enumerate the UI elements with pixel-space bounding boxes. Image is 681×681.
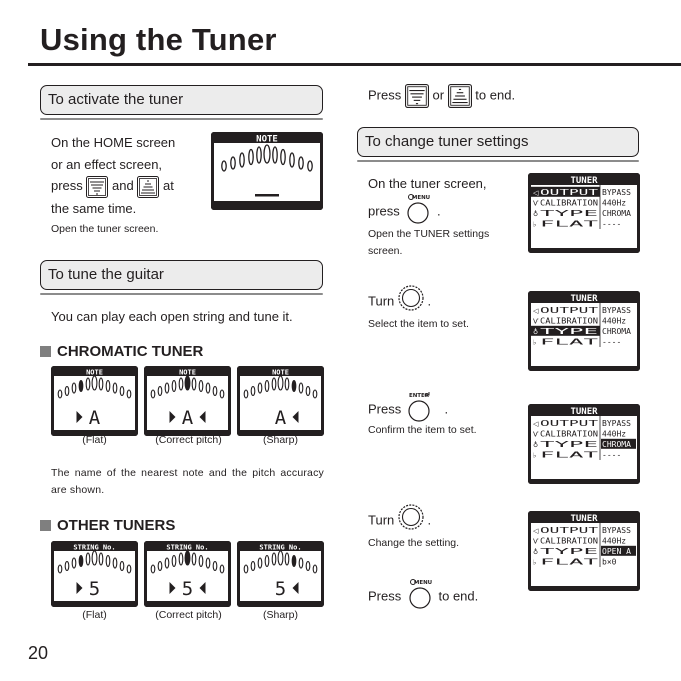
setting-item-value: CHROMA <box>602 209 631 218</box>
or-word: or <box>432 87 445 103</box>
lcd-note: A <box>181 407 194 429</box>
section-shadow <box>357 160 639 162</box>
screen-title: TUNER <box>570 514 598 524</box>
section-activate-header <box>40 85 323 115</box>
tuner-settings-screen <box>528 291 640 371</box>
step5-line <box>368 577 478 609</box>
tuner-lcd-correct <box>144 541 231 607</box>
setting-item-label: TYPE <box>540 327 599 336</box>
row-icon: ♁ <box>533 441 539 449</box>
chromatic-heading-text: CHROMATIC TUNER <box>57 343 204 360</box>
setting-item-value: BYPASS <box>602 526 631 535</box>
row-icon: ♭ <box>533 220 537 229</box>
row-icon: Ѵ <box>533 199 539 208</box>
period: . <box>437 203 441 219</box>
row-icon: ◁ <box>533 307 539 315</box>
activate-note: Open the tuner screen. <box>51 223 159 235</box>
row-icon: Ѵ <box>533 317 539 326</box>
heading-square <box>40 346 51 357</box>
caption-correct: (Correct pitch) <box>155 434 222 446</box>
other-lcd-row <box>51 541 324 607</box>
setting-item-value: 440Hz <box>602 429 627 439</box>
press-word: Press <box>368 87 402 103</box>
press-word: press <box>51 178 83 193</box>
setting-item-label: CALIBRATION <box>540 316 599 326</box>
lcd-note: A <box>274 407 287 429</box>
to-end-text: to end. <box>438 588 479 604</box>
tuner-lcd-flat <box>51 541 138 607</box>
row-icon: ◁ <box>533 189 539 197</box>
activate-line3 <box>51 175 174 198</box>
setting-item-label: OUTPUT <box>540 419 599 428</box>
row-icon: ♁ <box>533 210 539 218</box>
setting-item-label: OUTPUT <box>540 526 599 535</box>
row-icon: Ѵ <box>533 537 539 546</box>
setting-item-label: FLAT <box>540 337 599 347</box>
setting-item-label: FLAT <box>540 557 599 567</box>
lcd-header: STRING No. <box>73 543 116 552</box>
setting-item-value: 440Hz <box>602 536 627 546</box>
press-word: Press <box>368 588 402 604</box>
other-heading-text: OTHER TUNERS <box>57 517 176 534</box>
step1-line2 <box>368 192 441 222</box>
period: . <box>444 401 449 417</box>
up-arrow-button-icon <box>137 176 159 198</box>
down-arrow-button-icon <box>86 176 108 198</box>
tuner-lcd-sharp <box>237 541 324 607</box>
setting-item-value: CHROMA <box>602 327 631 336</box>
row-icon: ♭ <box>533 558 537 567</box>
caption-sharp: (Sharp) <box>262 434 298 446</box>
period: . <box>427 293 432 309</box>
tuner-lcd-correct <box>144 366 231 436</box>
setting-item-label: TYPE <box>540 440 599 449</box>
activate-line2: or an effect screen, <box>51 157 163 172</box>
end-line <box>368 84 515 108</box>
dial-icon <box>398 504 424 537</box>
dial-icon <box>398 285 424 318</box>
caption-correct: (Correct pitch) <box>155 609 222 621</box>
setting-item-value: ---- <box>602 337 622 347</box>
menu-button-icon <box>405 577 435 616</box>
tuner-settings-screen <box>528 511 640 591</box>
setting-item-label: FLAT <box>540 219 599 229</box>
svg-text:MENU: MENU <box>412 195 431 201</box>
activate-line1: On the HOME screen <box>51 135 176 150</box>
setting-item-value: CHROMA <box>602 440 631 449</box>
setting-item-value: 440Hz <box>602 316 627 326</box>
setting-item-value: BYPASS <box>602 306 631 315</box>
activate-line4: the same time. <box>51 201 137 216</box>
tuner-settings-screen <box>528 173 640 253</box>
caption-sharp: (Sharp) <box>262 609 298 621</box>
section-tune-title: To tune the guitar <box>48 266 164 283</box>
section-shadow <box>40 118 323 120</box>
page-number: 20 <box>28 643 49 663</box>
lcd-header: STRING No. <box>166 543 209 552</box>
press-word: Press <box>368 401 402 417</box>
lcd-note: 5 <box>88 578 101 600</box>
lcd-header: NOTE <box>272 368 289 377</box>
setting-item-value: ---- <box>602 219 622 229</box>
step2-line <box>368 285 431 318</box>
other-heading <box>40 517 175 534</box>
lcd-note: 5 <box>274 578 287 600</box>
lcd-header: NOTE <box>179 368 196 377</box>
heading-square <box>40 520 51 531</box>
up-arrow-button-icon <box>448 84 472 108</box>
tune-text: You can play each open string and tune it. <box>51 309 293 324</box>
row-icon: Ѵ <box>533 430 539 439</box>
period: . <box>427 512 432 528</box>
tune-description: The name of the nearest note and the pitch accuracy are shown. <box>51 467 324 496</box>
step1-note: Open the TUNER settings screen. <box>368 228 490 257</box>
row-icon: ♁ <box>533 548 539 556</box>
row-icon: ◁ <box>533 420 539 428</box>
setting-item-value: ---- <box>602 450 622 460</box>
row-icon: ♁ <box>533 328 539 336</box>
at-word: at <box>163 178 174 193</box>
press-word: press <box>368 203 400 219</box>
setting-item-value: BYPASS <box>602 188 631 197</box>
section-settings-header <box>357 127 639 157</box>
setting-item-label: TYPE <box>540 547 599 556</box>
to-end-text: to end. <box>475 87 516 103</box>
step2-note: Select the item to set. <box>368 318 469 330</box>
section-tune-header <box>40 260 323 290</box>
tuner-lcd-note <box>211 132 323 210</box>
section-activate-title: To activate the tuner <box>48 91 184 108</box>
screen-title: TUNER <box>570 294 598 304</box>
setting-item-label: CALIBRATION <box>540 429 599 439</box>
setting-item-label: OUTPUT <box>540 188 599 197</box>
setting-item-label: CALIBRATION <box>540 536 599 546</box>
screen-title: TUNER <box>570 176 598 186</box>
caption-flat: (Flat) <box>82 609 107 621</box>
lcd-note: A <box>88 407 101 429</box>
row-icon: ♭ <box>533 451 537 460</box>
lcd-header: NOTE <box>256 134 278 145</box>
step3-note: Confirm the item to set. <box>368 424 477 436</box>
tuner-lcd-sharp <box>237 366 324 436</box>
lcd-header: NOTE <box>86 368 103 377</box>
lcd-header: STRING No. <box>259 543 302 552</box>
setting-item-label: OUTPUT <box>540 306 599 315</box>
setting-item-value: b×0 <box>602 557 617 567</box>
setting-item-value: BYPASS <box>602 419 631 428</box>
svg-text:ENTER: ENTER <box>408 393 429 399</box>
step4-line <box>368 504 431 537</box>
setting-item-label: CALIBRATION <box>540 198 599 208</box>
row-icon: ◁ <box>533 527 539 535</box>
chromatic-lcd-row <box>51 366 324 436</box>
section-shadow <box>40 293 323 295</box>
title-rule <box>28 63 681 66</box>
turn-word: Turn <box>368 512 395 528</box>
section-settings-title: To change tuner settings <box>365 133 529 150</box>
page-title: Using the Tuner <box>40 22 277 57</box>
step1-line1: On the tuner screen, <box>368 176 487 191</box>
tuner-settings-screen <box>528 404 640 484</box>
setting-item-value: 440Hz <box>602 198 627 208</box>
setting-item-label: TYPE <box>540 209 599 218</box>
row-icon: ♭ <box>533 338 537 347</box>
setting-item-value: OPEN A <box>602 547 631 556</box>
screen-title: TUNER <box>570 407 598 417</box>
and-word: and <box>112 178 134 193</box>
down-arrow-button-icon <box>405 84 429 108</box>
lcd-note: 5 <box>181 578 194 600</box>
svg-text:MENU: MENU <box>413 580 433 586</box>
turn-word: Turn <box>368 293 395 309</box>
chromatic-heading <box>40 343 203 360</box>
step4-note: Change the setting. <box>368 537 460 549</box>
setting-item-label: FLAT <box>540 450 599 460</box>
tuner-lcd-flat <box>51 366 138 436</box>
caption-flat: (Flat) <box>82 434 107 446</box>
